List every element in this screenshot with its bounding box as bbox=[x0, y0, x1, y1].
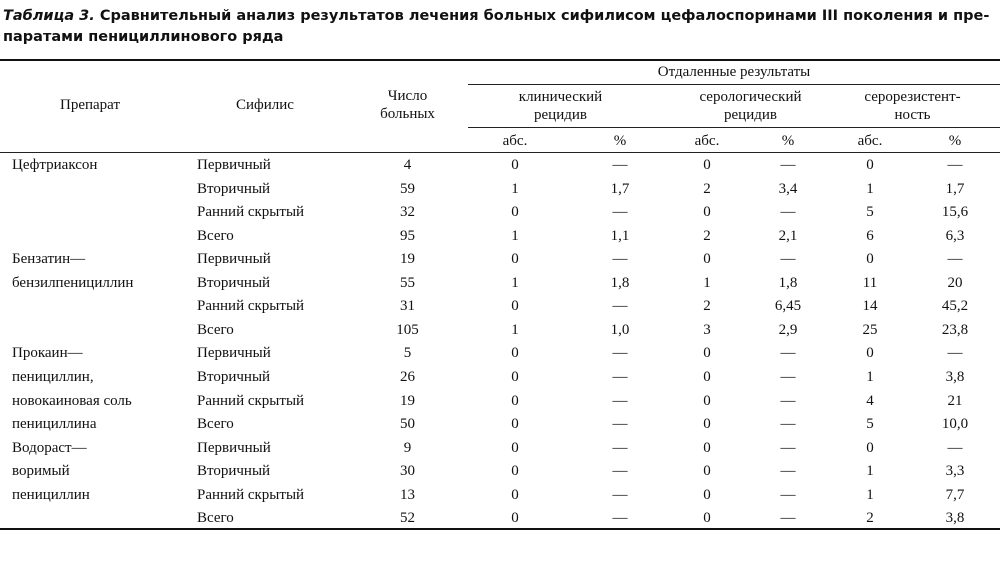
cell-seroresistance-pct: — bbox=[947, 345, 963, 362]
cell-seroresistance-abs: 4 bbox=[866, 392, 874, 409]
cell-drug-name: пенициллин bbox=[12, 486, 90, 503]
cell-serological-abs: 3 bbox=[703, 321, 711, 338]
cell-syphilis-type: Ранний скрытый bbox=[197, 486, 305, 503]
cell-patients: 13 bbox=[400, 486, 415, 503]
cell-seroresistance-abs: 5 bbox=[866, 204, 874, 221]
cell-syphilis-type: Ранний скрытый bbox=[197, 392, 305, 409]
header-clinical-pct: % bbox=[613, 133, 627, 149]
header-seroresistance-line2: ность bbox=[894, 107, 931, 123]
header-syphilis: Сифилис bbox=[236, 97, 294, 113]
cell-clinical-pct: — bbox=[612, 368, 628, 385]
cell-seroresistance-pct: 15,6 bbox=[941, 204, 969, 221]
cell-patients: 59 bbox=[400, 180, 415, 197]
cell-serological-pct: 2,1 bbox=[778, 227, 798, 244]
cell-serological-abs: 0 bbox=[703, 486, 711, 503]
cell-serological-abs: 0 bbox=[703, 204, 711, 221]
header-serological-pct: % bbox=[781, 133, 795, 149]
cell-clinical-abs: 1 bbox=[511, 274, 519, 291]
cell-clinical-abs: 0 bbox=[511, 157, 519, 173]
cell-seroresistance-pct: 21 bbox=[947, 392, 963, 409]
cell-clinical-pct: — bbox=[612, 251, 628, 268]
cell-clinical-abs: 0 bbox=[511, 416, 519, 433]
cell-seroresistance-pct: 3,3 bbox=[945, 463, 965, 480]
cell-syphilis-type: Ранний скрытый bbox=[197, 204, 305, 221]
cell-clinical-abs: 0 bbox=[511, 345, 519, 362]
cell-clinical-pct: — bbox=[612, 463, 628, 480]
cell-syphilis-type: Вторичный bbox=[197, 368, 271, 385]
header-clinical-line1: клинический bbox=[518, 89, 603, 105]
table-top-rule bbox=[0, 59, 1000, 61]
header-seroresistance-line1: серорезистент- bbox=[864, 89, 961, 105]
cell-clinical-pct: — bbox=[612, 416, 628, 433]
cell-drug-name: Цефтриаксон bbox=[12, 157, 98, 173]
cell-patients: 5 bbox=[403, 345, 412, 362]
cell-serological-pct: — bbox=[780, 368, 796, 385]
cell-syphilis-type: Ранний скрытый bbox=[197, 298, 305, 315]
cell-patients: 30 bbox=[400, 463, 415, 480]
table-bottom-rule bbox=[0, 528, 1000, 530]
cell-seroresistance-abs: 14 bbox=[862, 298, 878, 315]
cell-serological-pct: — bbox=[780, 157, 796, 173]
table-caption bbox=[3, 6, 997, 48]
cell-patients: 19 bbox=[400, 251, 415, 268]
cell-clinical-pct: — bbox=[612, 204, 628, 221]
header-seroresistance bbox=[825, 88, 1000, 124]
cell-syphilis-type: Первичный bbox=[197, 345, 271, 362]
cell-seroresistance-pct: — bbox=[947, 251, 963, 268]
cell-seroresistance-pct: 20 bbox=[947, 274, 963, 291]
cell-serological-abs: 2 bbox=[703, 298, 711, 315]
cell-serological-abs: 2 bbox=[703, 180, 711, 197]
cell-seroresistance-abs: 1 bbox=[866, 486, 874, 503]
cell-clinical-pct: — bbox=[612, 510, 628, 527]
cell-seroresistance-pct: 1,7 bbox=[945, 180, 965, 197]
cell-clinical-pct: — bbox=[612, 298, 628, 315]
cell-serological-abs: 0 bbox=[703, 510, 711, 527]
cell-serological-abs: 0 bbox=[703, 157, 711, 173]
table-caption-text-line2: паратами пенициллинового ряда bbox=[3, 29, 284, 45]
header-seroresistance-pct: % bbox=[948, 133, 962, 149]
cell-seroresistance-abs: 25 bbox=[862, 321, 878, 338]
cell-syphilis-type: Всего bbox=[197, 510, 234, 527]
cell-seroresistance-pct: — bbox=[947, 157, 963, 173]
cell-clinical-abs: 0 bbox=[511, 368, 519, 385]
cell-serological-abs: 0 bbox=[703, 392, 711, 409]
header-clinical-abs: абс. bbox=[502, 133, 528, 149]
cell-syphilis-type: Всего bbox=[197, 321, 234, 338]
cell-clinical-pct: 1,8 bbox=[610, 274, 630, 291]
cell-clinical-abs: 1 bbox=[511, 180, 519, 197]
cell-seroresistance-abs: 1 bbox=[866, 368, 874, 385]
cell-seroresistance-abs: 5 bbox=[866, 416, 874, 433]
cell-clinical-pct: 1,1 bbox=[610, 227, 630, 244]
cell-clinical-pct: 1,0 bbox=[610, 321, 630, 338]
header-clinical bbox=[468, 88, 653, 124]
cell-patients: 31 bbox=[400, 298, 415, 315]
cell-serological-pct: — bbox=[780, 439, 796, 456]
cell-syphilis-type: Вторичный bbox=[197, 274, 271, 291]
cell-clinical-pct: 1,7 bbox=[610, 180, 630, 197]
header-drug: Препарат bbox=[60, 97, 120, 113]
cell-seroresistance-pct: 3,8 bbox=[945, 510, 965, 527]
header-serological bbox=[658, 88, 843, 124]
cell-drug-name: Водораст— bbox=[12, 439, 87, 456]
header-serological-line1: серологический bbox=[699, 89, 802, 105]
cell-patients: 50 bbox=[400, 416, 415, 433]
cell-patients: 32 bbox=[400, 204, 415, 221]
cell-seroresistance-abs: 2 bbox=[866, 510, 874, 527]
cell-syphilis-type: Вторичный bbox=[197, 463, 271, 480]
header-bottom-rule bbox=[0, 152, 1000, 153]
cell-seroresistance-pct: 3,8 bbox=[945, 368, 965, 385]
table-caption-label: Таблица 3. bbox=[3, 8, 95, 24]
header-serological-abs: абс. bbox=[694, 133, 720, 149]
header-clinical-line2: рецидив bbox=[534, 107, 587, 123]
cell-clinical-abs: 1 bbox=[511, 321, 519, 338]
cell-syphilis-type: Вторичный bbox=[197, 180, 271, 197]
cell-clinical-pct: — bbox=[612, 157, 628, 173]
cell-clinical-abs: 0 bbox=[511, 392, 519, 409]
cell-serological-abs: 0 bbox=[703, 416, 711, 433]
cell-seroresistance-abs: 11 bbox=[862, 274, 878, 291]
cell-serological-pct: 2,9 bbox=[778, 321, 798, 338]
cell-seroresistance-pct: — bbox=[947, 439, 963, 456]
cell-seroresistance-abs: 1 bbox=[866, 180, 874, 197]
cell-seroresistance-abs: 1 bbox=[866, 463, 874, 480]
cell-serological-abs: 1 bbox=[703, 274, 711, 291]
cell-patients: 4 bbox=[403, 157, 412, 173]
header-remote-divider bbox=[468, 84, 1000, 85]
header-count bbox=[360, 87, 455, 123]
cell-clinical-pct: — bbox=[612, 439, 628, 456]
cell-syphilis-type: Всего bbox=[197, 227, 234, 244]
header-count-line1: Число bbox=[387, 88, 428, 104]
cell-syphilis-type: Первичный bbox=[197, 439, 271, 456]
cell-clinical-pct: — bbox=[612, 345, 628, 362]
cell-serological-pct: — bbox=[780, 251, 796, 268]
cell-serological-abs: 0 bbox=[703, 368, 711, 385]
cell-serological-abs: 0 bbox=[703, 251, 711, 268]
cell-serological-abs: 0 bbox=[703, 345, 711, 362]
cell-patients: 19 bbox=[400, 392, 415, 409]
cell-serological-pct: — bbox=[780, 345, 796, 362]
cell-seroresistance-abs: 0 bbox=[866, 345, 874, 362]
cell-clinical-abs: 0 bbox=[511, 486, 519, 503]
cell-patients: 26 bbox=[400, 368, 415, 385]
cell-drug-name: новокаиновая соль bbox=[12, 392, 132, 409]
cell-serological-pct: — bbox=[780, 392, 796, 409]
header-seroresistance-abs: абс. bbox=[857, 133, 883, 149]
cell-clinical-abs: 1 bbox=[511, 227, 519, 244]
cell-drug-name: бензилпенициллин bbox=[12, 274, 134, 291]
cell-seroresistance-pct: 7,7 bbox=[945, 486, 965, 503]
cell-clinical-abs: 0 bbox=[511, 298, 519, 315]
cell-drug-name: воримый bbox=[12, 463, 70, 480]
cell-clinical-abs: 0 bbox=[511, 510, 519, 527]
cell-clinical-pct: — bbox=[612, 486, 628, 503]
cell-seroresistance-pct: 45,2 bbox=[941, 298, 969, 315]
cell-syphilis-type: Первичный bbox=[197, 251, 271, 268]
cell-serological-pct: — bbox=[780, 510, 796, 527]
cell-seroresistance-pct: 6,3 bbox=[945, 227, 965, 244]
cell-serological-pct: — bbox=[780, 416, 796, 433]
cell-drug-name: Прокаин— bbox=[12, 345, 83, 362]
cell-seroresistance-abs: 0 bbox=[866, 439, 874, 456]
cell-serological-pct: — bbox=[780, 204, 796, 221]
header-count-line2: больных bbox=[380, 106, 435, 122]
cell-drug-name: Бензатин— bbox=[12, 251, 86, 268]
cell-clinical-abs: 0 bbox=[511, 463, 519, 480]
cell-seroresistance-abs: 0 bbox=[866, 251, 874, 268]
cell-clinical-pct: — bbox=[612, 392, 628, 409]
cell-syphilis-type: Первичный bbox=[197, 157, 271, 173]
cell-syphilis-type: Всего bbox=[197, 416, 234, 433]
cell-drug-name: пенициллина bbox=[12, 416, 97, 433]
cell-serological-pct: 3,4 bbox=[778, 180, 798, 197]
cell-patients: 9 bbox=[403, 439, 412, 456]
cell-clinical-abs: 0 bbox=[511, 204, 519, 221]
cell-serological-pct: — bbox=[780, 463, 796, 480]
cell-drug-name: пенициллин, bbox=[12, 368, 94, 385]
cell-serological-pct: — bbox=[780, 486, 796, 503]
cell-patients: 95 bbox=[400, 227, 415, 244]
cell-serological-abs: 2 bbox=[703, 227, 711, 244]
cell-serological-abs: 0 bbox=[703, 463, 711, 480]
cell-seroresistance-abs: 6 bbox=[866, 227, 874, 244]
header-serological-line2: рецидив bbox=[724, 107, 777, 123]
header-remote-results: Отдаленные результаты bbox=[657, 64, 811, 80]
cell-serological-pct: 6,45 bbox=[774, 298, 802, 315]
table-caption-text-line1: Сравнительный анализ результатов лечения больных сифилисом цефалоспоринами III поколения и пре- bbox=[99, 8, 990, 24]
cell-patients: 52 bbox=[400, 510, 415, 527]
cell-serological-pct: 1,8 bbox=[778, 274, 798, 291]
cell-seroresistance-pct: 10,0 bbox=[941, 416, 969, 433]
cell-clinical-abs: 0 bbox=[511, 251, 519, 268]
cell-seroresistance-abs: 0 bbox=[866, 157, 874, 173]
cell-patients: 105 bbox=[396, 321, 419, 338]
cell-serological-abs: 0 bbox=[703, 439, 711, 456]
cell-seroresistance-pct: 23,8 bbox=[941, 321, 969, 338]
header-subgroup-divider bbox=[468, 127, 1000, 128]
cell-patients: 55 bbox=[400, 274, 415, 291]
cell-clinical-abs: 0 bbox=[511, 439, 519, 456]
